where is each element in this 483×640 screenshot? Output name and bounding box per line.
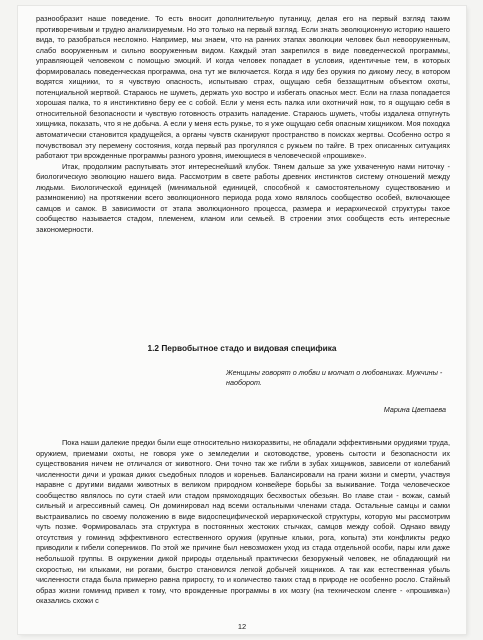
section-heading: 1.2 Первобытное стадо и видовая специфика bbox=[147, 343, 337, 353]
paragraph: разнообразит наше поведение. То есть вносит дополнительную путаницу, делая его на первый взгляд таким противоречивым и трудно анализируемым. Но это только на первый взгляд. Если знать эволюционную историю нашего вида, то разобраться несложно. Например, мы знаем, что на ранних этапах эволюции человек был невооруженным, слабо вооруженным и сильно вооруженным видом. Каждый этап закрепился в виде поведенческой программы, управляющей человеком с помощью эмоций. И когда человек попадает в условия, идентичные тем, в которых формировалась поведенческая программа, она тут же включается. Когда я иду без оружия по дикому лесу, в котором водятся хищники, то я чувствую опасность, испытываю страх, ощущаю себя беззащитным объектом охоты, потенциальной жертвой. Стараюсь не шуметь, держать ухо востро и избегать опасных мест. Если на глаза попадается хорошая палка, то я инстинктивно беру ее с собой. Если у меня есть палка или охотничий нож, то я ощущаю себя в относительной безопасности и чувствую готовность отразить нападение. Стараюсь шуметь, чтобы издалека отпугнуть хищника, показать, что я не добыча. А если у меня есть ружье, то я уже ощущаю себя опасным хищником. Моя походка автоматически становится крадущейся, а органы чувств сканируют пространство в поисках жертвы. Особенно остро я почувствовал эту перемену состояния, когда первый раз прогулялся с ружьем по тайге. В трех описанных ситуациях работают три врожденные программы разного уровня, имеющиеся в человеческой «прошивке». bbox=[36, 14, 450, 161]
epigraph-author: Марина Цветаева bbox=[383, 405, 446, 414]
book-page bbox=[18, 6, 466, 634]
body-text-bottom bbox=[36, 438, 450, 607]
page-number: 12 bbox=[237, 622, 247, 631]
epigraph-quote: Женщины говорят о любви и молчат о любовниках. Мужчины - наоборот. bbox=[226, 368, 443, 387]
paragraph: Итак, продолжим распутывать этот интереснейший клубок. Тянем дальше за уже ухваченную нами ниточку - биологическую эволюцию нашего вида. Рассмотрим в свете работы древних инстинктов систему отношений между людьми. Биологической единицей (минимальной единицей, способной к самостоятельному существованию и размножению) на протяжении всего эволюционного периода рода хомо являлось сообщество особей, включающее самцов и самок. В зависимости от этапа эволюционного процесса, размера и иерархической структуры такое сообщество называется стадом, племенем, кланом или семьей. В строении этих сообществ есть интересные закономерности. bbox=[36, 161, 450, 234]
body-text-top bbox=[36, 14, 450, 235]
paragraph: Пока наши далекие предки были еще относительно низкоразвиты, не обладали эффективными орудиями труда, оружием, приемами охоты, не говоря уже о земледелии и скотоводстве, уровень сытости и безопасности их существования ничем не отличался от животного. Они точно так же гибли в зубах хищников, зависели от колебаний численности дичи и урожая диких съедобных плодов и кореньев. Балансировали на грани жизни и смерти, участвуя наравне с другими видами животных в великом природном конвейере борьбы за выживание. Тогда человеческое сообщество являлось по сути стаей или стадом прямоходящих бесхвостых обезьян. Во главе стаи - вожак, самый сильный и агрессивный самец. Он доминировал над всеми остальными членами стада. Остальные самцы и самки выстраивались по своему положению в виде видоспецифической иерархической структуры, которую мы рассмотрим чуть позже. Формировалась эта структура в постоянных жестоких стычках, самцов между собой. Однако ввиду отсутствия у гоминид эффективного естественного оружия (крупные клыки, рога, копыта) эти конфликты редко приводили к гибели соперников. По этой же причине был невозможен уход из стада отдельной особи, пары или даже небольшой группы. В окружении дикой природы отдельный практически безоружный человек, не обладающий ни скоростью, ни клыками, ни рогами, быстро становился легкой добычей хищников. А так как естественная убыль численности стада была примерно равна приросту, то и количество таких стад в природе не особенно росло. Стайный образ жизни гоминид привел к тому, что врожденные программы в их мозгу (на техническом сленге - «прошивка») оказались схожи с bbox=[36, 438, 450, 606]
